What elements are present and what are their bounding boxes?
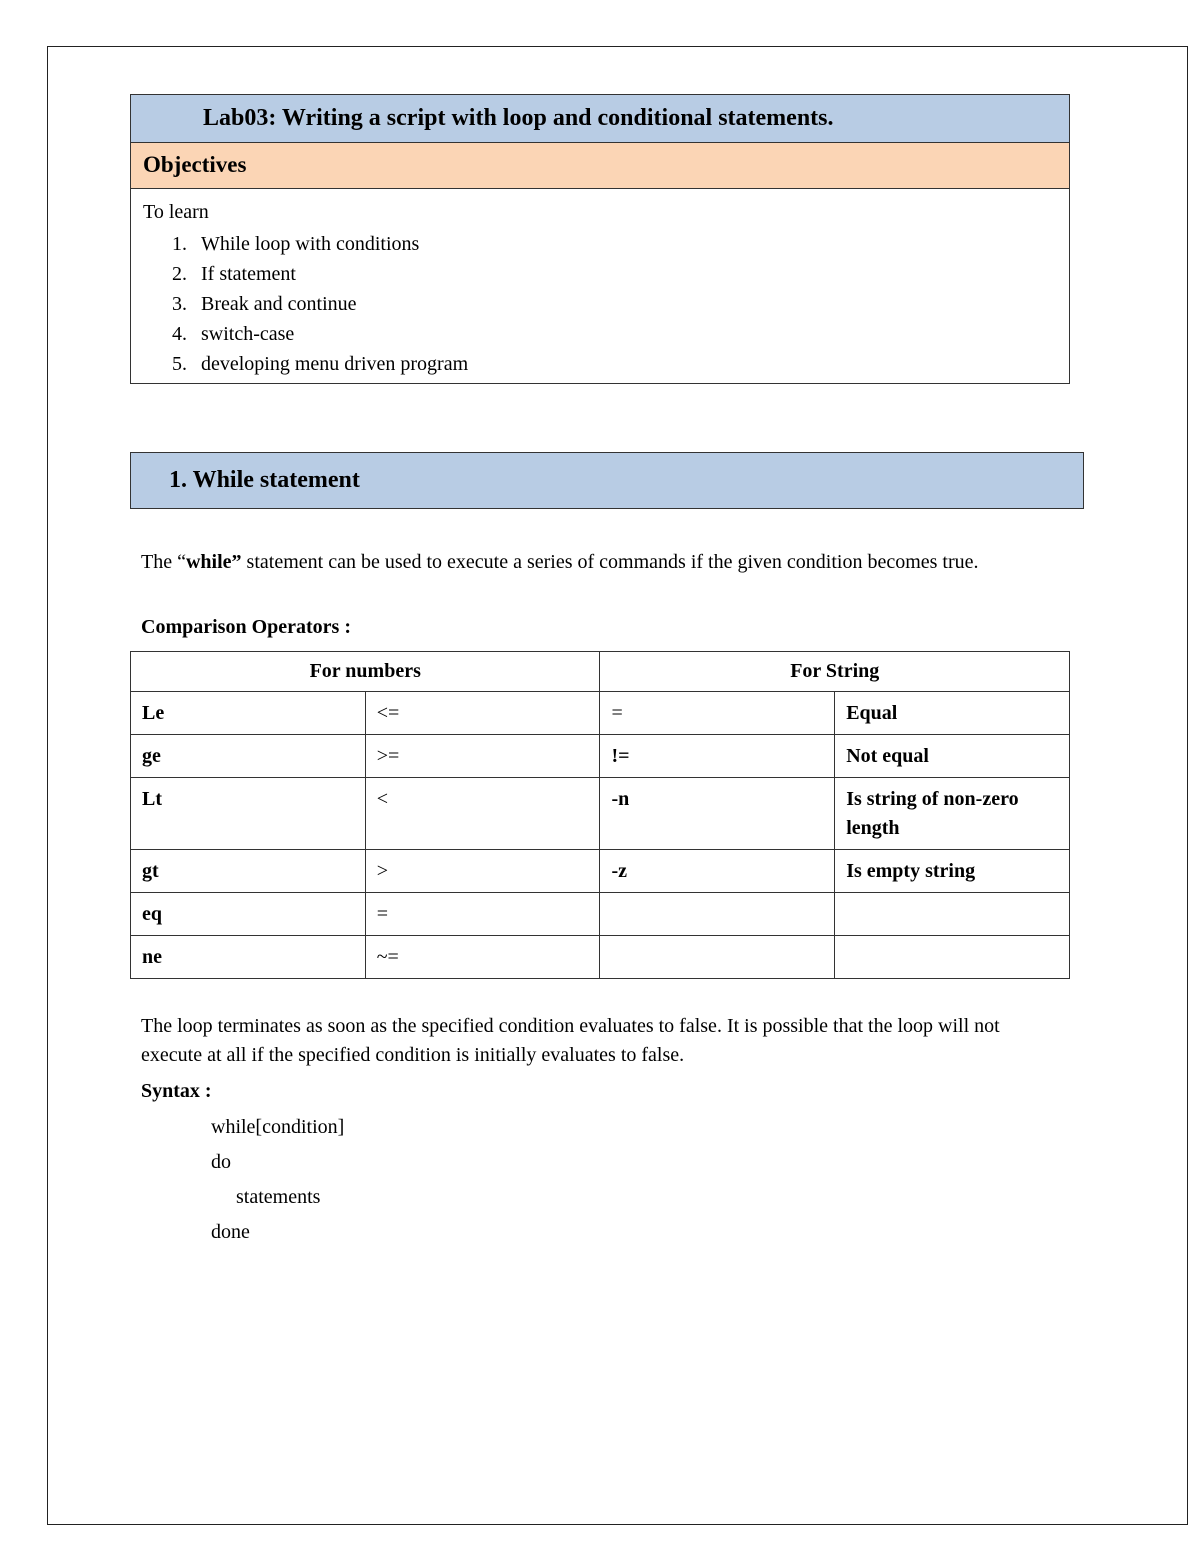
objective-number: 5. (172, 353, 187, 375)
intro-text-post: statement can be used to execute a series of commands if the given condition becomes true. (241, 551, 979, 573)
table-cell: ~= (365, 936, 600, 979)
intro-keyword: while” (185, 551, 242, 573)
objective-number: 2. (172, 263, 187, 285)
objective-item (143, 349, 1069, 379)
operators-table (130, 651, 1070, 979)
lab-title: Lab03: Writing a script with loop and conditional statements. (131, 95, 1069, 143)
table-cell (600, 893, 835, 936)
table-cell: >= (365, 735, 600, 778)
table-cell: -z (600, 850, 835, 893)
objective-item (143, 319, 1069, 349)
table-cell: Is empty string (835, 850, 1070, 893)
table-header-row (131, 652, 1070, 692)
section-title: 1. While statement (130, 452, 1084, 509)
table-cell: <= (365, 692, 600, 735)
table-cell: != (600, 735, 835, 778)
objective-number: 1. (172, 233, 187, 255)
code-line-statements: statements (236, 1186, 321, 1208)
table-cell: > (365, 850, 600, 893)
objective-number: 3. (172, 293, 187, 315)
table-cell: -n (600, 778, 835, 850)
objectives-body (131, 189, 1069, 379)
code-line-do: do (211, 1151, 231, 1173)
table-cell: eq (131, 893, 366, 936)
objectives-title: Objectives (131, 143, 1069, 189)
table-cell (835, 936, 1070, 979)
comparison-operators-label: Comparison Operators : (141, 616, 351, 638)
table-row (131, 936, 1070, 979)
table-cell (600, 936, 835, 979)
objective-text: If statement (201, 263, 296, 285)
table-cell: Lt (131, 778, 366, 850)
table-cell: Equal (835, 692, 1070, 735)
syntax-label: Syntax : (141, 1080, 212, 1102)
while-intro-paragraph (141, 548, 1041, 577)
table-row (131, 692, 1070, 735)
table-cell: ge (131, 735, 366, 778)
table-cell (835, 893, 1070, 936)
objectives-intro: To learn (143, 201, 209, 223)
intro-text-pre: The “ (141, 551, 186, 573)
table-cell: = (600, 692, 835, 735)
table-cell: < (365, 778, 600, 850)
objectives-list (143, 229, 1069, 379)
objective-item (143, 259, 1069, 289)
objective-number: 4. (172, 323, 187, 345)
code-line-while: while[condition] (211, 1116, 345, 1138)
objective-text: Break and continue (201, 293, 357, 315)
table-cell: Le (131, 692, 366, 735)
header-for-string: For String (600, 652, 1070, 692)
objective-text: switch-case (201, 323, 295, 345)
objective-text: developing menu driven program (201, 353, 469, 375)
lab-header-box (130, 94, 1070, 384)
table-row (131, 850, 1070, 893)
table-cell: = (365, 893, 600, 936)
table-cell: ne (131, 936, 366, 979)
header-for-numbers: For numbers (131, 652, 600, 692)
loop-termination-paragraph: The loop terminates as soon as the specified condition evaluates to false. It is possible that the loop will not execute at all if the specified condition is initially evaluates to false. (141, 1015, 1000, 1066)
table-row (131, 735, 1070, 778)
table-cell: Is string of non-zero length (835, 778, 1070, 850)
objective-item (143, 289, 1069, 319)
table-cell: gt (131, 850, 366, 893)
table-row (131, 893, 1070, 936)
objective-item (143, 229, 1069, 259)
table-cell: Not equal (835, 735, 1070, 778)
code-line-done: done (211, 1221, 250, 1243)
table-row (131, 778, 1070, 850)
objective-text: While loop with conditions (201, 233, 420, 255)
